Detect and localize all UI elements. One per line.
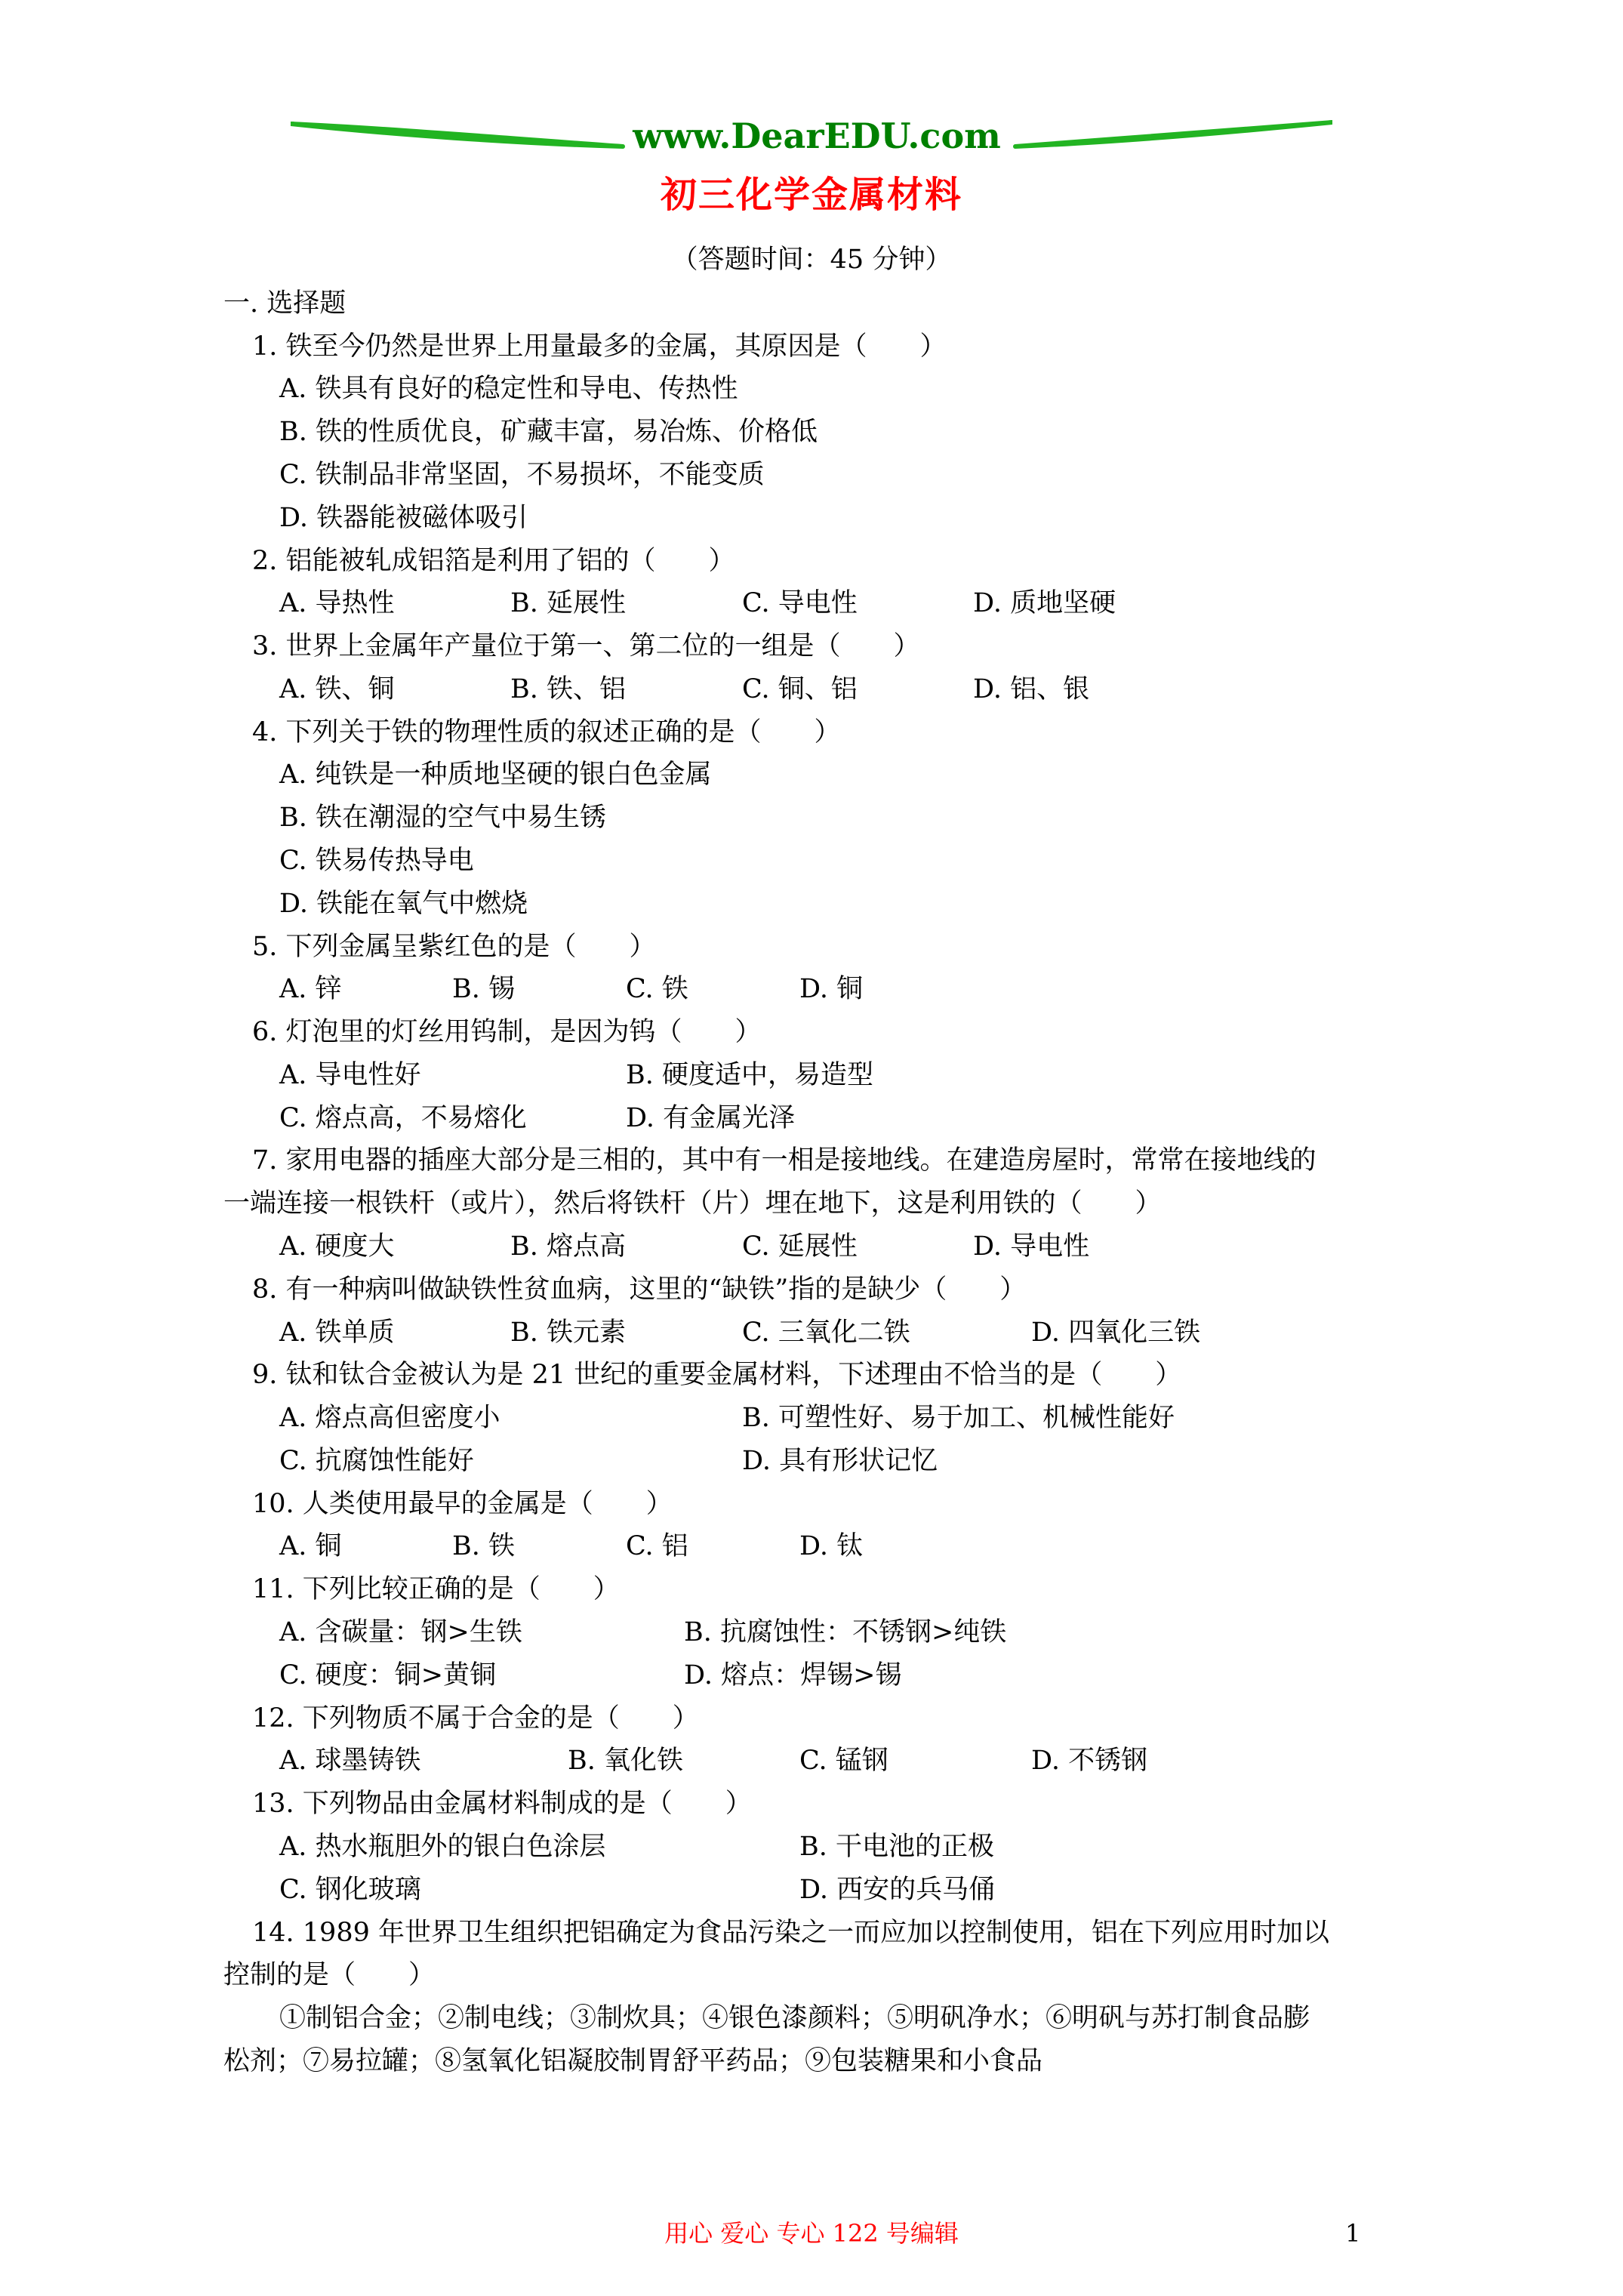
option: A. 铁单质	[279, 1318, 395, 1348]
option: B. 熔点高	[510, 1231, 626, 1262]
option: D. 铁能在氧气中燃烧	[279, 889, 528, 919]
option: B. 氧化铁	[568, 1746, 683, 1776]
section-heading: 一. 选择题	[223, 288, 346, 319]
option: B. 锡	[452, 974, 515, 1004]
option: A. 导热性	[279, 588, 395, 618]
option: A. 硬度大	[279, 1231, 395, 1262]
question-detail: 松剂；⑦易拉罐；⑧氢氧化铝凝胶制胃舒平药品；⑨包装糖果和小食品	[223, 2046, 1043, 2076]
option: B. 硬度适中，易造型	[626, 1060, 873, 1090]
question-stem: 9. 钛和钛合金被认为是 21 世纪的重要金属材料，下述理由不恰当的是（ ）	[252, 1360, 1182, 1390]
question-stem: 6. 灯泡里的灯丝用钨制，是因为钨（ ）	[252, 1017, 762, 1047]
option: A. 导电性好	[279, 1060, 421, 1090]
option: C. 熔点高，不易熔化	[279, 1103, 527, 1133]
option: A. 纯铁是一种质地坚硬的银白色金属	[279, 760, 712, 790]
header-banner	[291, 113, 1332, 159]
option: D. 钛	[799, 1531, 864, 1561]
option: D. 有金属光泽	[626, 1103, 796, 1133]
option: D. 西安的兵马俑	[799, 1875, 996, 1905]
option: C. 铝	[626, 1531, 688, 1561]
option: D. 不锈钢	[1031, 1746, 1148, 1776]
question-stem: 3. 世界上金属年产量位于第一、第二位的一组是（ ）	[252, 631, 920, 661]
option: B. 干电池的正极	[799, 1832, 994, 1862]
question-stem: 11. 下列比较正确的是（ ）	[252, 1574, 620, 1604]
option: C. 锰钢	[799, 1746, 888, 1776]
question-detail: ①制铝合金；②制电线；③制炊具；④银色漆颜料；⑤明矾净水；⑥明矾与苏打制食品膨	[279, 2003, 1310, 2033]
option: B. 铁、铝	[510, 674, 626, 704]
option: B. 抗腐蚀性：不锈钢>纯铁	[684, 1617, 1007, 1647]
option: C. 铁制品非常坚固，不易损坏，不能变质	[279, 460, 765, 490]
question-stem: 10. 人类使用最早的金属是（ ）	[252, 1489, 673, 1519]
option: B. 可塑性好、易于加工、机械性能好	[742, 1403, 1175, 1433]
option: C. 抗腐蚀性能好	[279, 1446, 474, 1476]
question-stem: 7. 家用电器的插座大部分是三相的，其中有一相是接地线。在建造房屋时，常常在接地线的	[252, 1145, 1317, 1176]
question-stem: 12. 下列物质不属于合金的是（ ）	[252, 1703, 699, 1734]
option: B. 铁的性质优良，矿藏丰富，易冶炼、价格低	[279, 417, 818, 447]
option: A. 锌	[279, 974, 342, 1004]
question-stem: 2. 铝能被轧成铝箔是利用了铝的（ ）	[252, 546, 735, 576]
footer-note: 用心 爱心 专心 122 号编辑	[664, 2219, 959, 2248]
option: D. 铝、银	[973, 674, 1090, 704]
option: B. 铁元素	[510, 1318, 626, 1348]
question-stem: 5. 下列金属呈紫红色的是（ ）	[252, 932, 656, 962]
option: D. 铜	[799, 974, 864, 1004]
option: C. 铁易传热导电	[279, 846, 474, 876]
option: D. 导电性	[973, 1231, 1090, 1262]
option: C. 铜、铝	[742, 674, 858, 704]
page-title: 初三化学金属材料	[660, 174, 962, 216]
option: C. 钢化玻璃	[279, 1875, 421, 1905]
option: B. 延展性	[510, 588, 626, 618]
question-stem: 14. 1989 年世界卫生组织把铝确定为食品污染之一而应加以控制使用，铝在下列应用时加以	[252, 1918, 1329, 1948]
option: B. 铁在潮湿的空气中易生锈	[279, 803, 606, 833]
site-logo: www.DearEDU.com	[633, 116, 1001, 156]
option: A. 熔点高但密度小	[279, 1403, 500, 1433]
option: D. 熔点：焊锡>锡	[684, 1660, 902, 1690]
option: A. 铜	[279, 1531, 342, 1561]
question-stem-continued: 控制的是（ ）	[223, 1960, 436, 1990]
option: A. 铁具有良好的稳定性和导电、传热性	[279, 374, 738, 404]
option: A. 热水瓶胆外的银白色涂层	[279, 1832, 606, 1862]
option: B. 铁	[452, 1531, 515, 1561]
option: C. 铁	[626, 974, 688, 1004]
option: D. 质地坚硬	[973, 588, 1116, 618]
question-stem: 1. 铁至今仍然是世界上用量最多的金属，其原因是（ ）	[252, 331, 947, 362]
option: D. 四氧化三铁	[1031, 1318, 1201, 1348]
option: A. 含碳量：钢>生铁	[279, 1617, 522, 1647]
option: C. 导电性	[742, 588, 858, 618]
question-stem: 8. 有一种病叫做缺铁性贫血病，这里的“缺铁”指的是缺少（ ）	[252, 1274, 1027, 1305]
question-stem: 4. 下列关于铁的物理性质的叙述正确的是（ ）	[252, 717, 841, 747]
option: C. 延展性	[742, 1231, 858, 1262]
page-number: 1	[1345, 2219, 1361, 2248]
option: D. 铁器能被磁体吸引	[279, 503, 528, 533]
option: A. 球墨铸铁	[279, 1746, 421, 1776]
option: C. 三氧化二铁	[742, 1318, 910, 1348]
option: A. 铁、铜	[279, 674, 395, 704]
option: D. 具有形状记忆	[742, 1446, 938, 1476]
question-stem: 13. 下列物品由金属材料制成的是（ ）	[252, 1789, 752, 1819]
question-stem-continued: 一端连接一根铁杆（或片），然后将铁杆（片）埋在地下，这是利用铁的（ ）	[223, 1188, 1162, 1219]
option: C. 硬度：铜>黄铜	[279, 1660, 497, 1690]
page-subtitle: （答题时间：45 分钟）	[671, 245, 952, 275]
